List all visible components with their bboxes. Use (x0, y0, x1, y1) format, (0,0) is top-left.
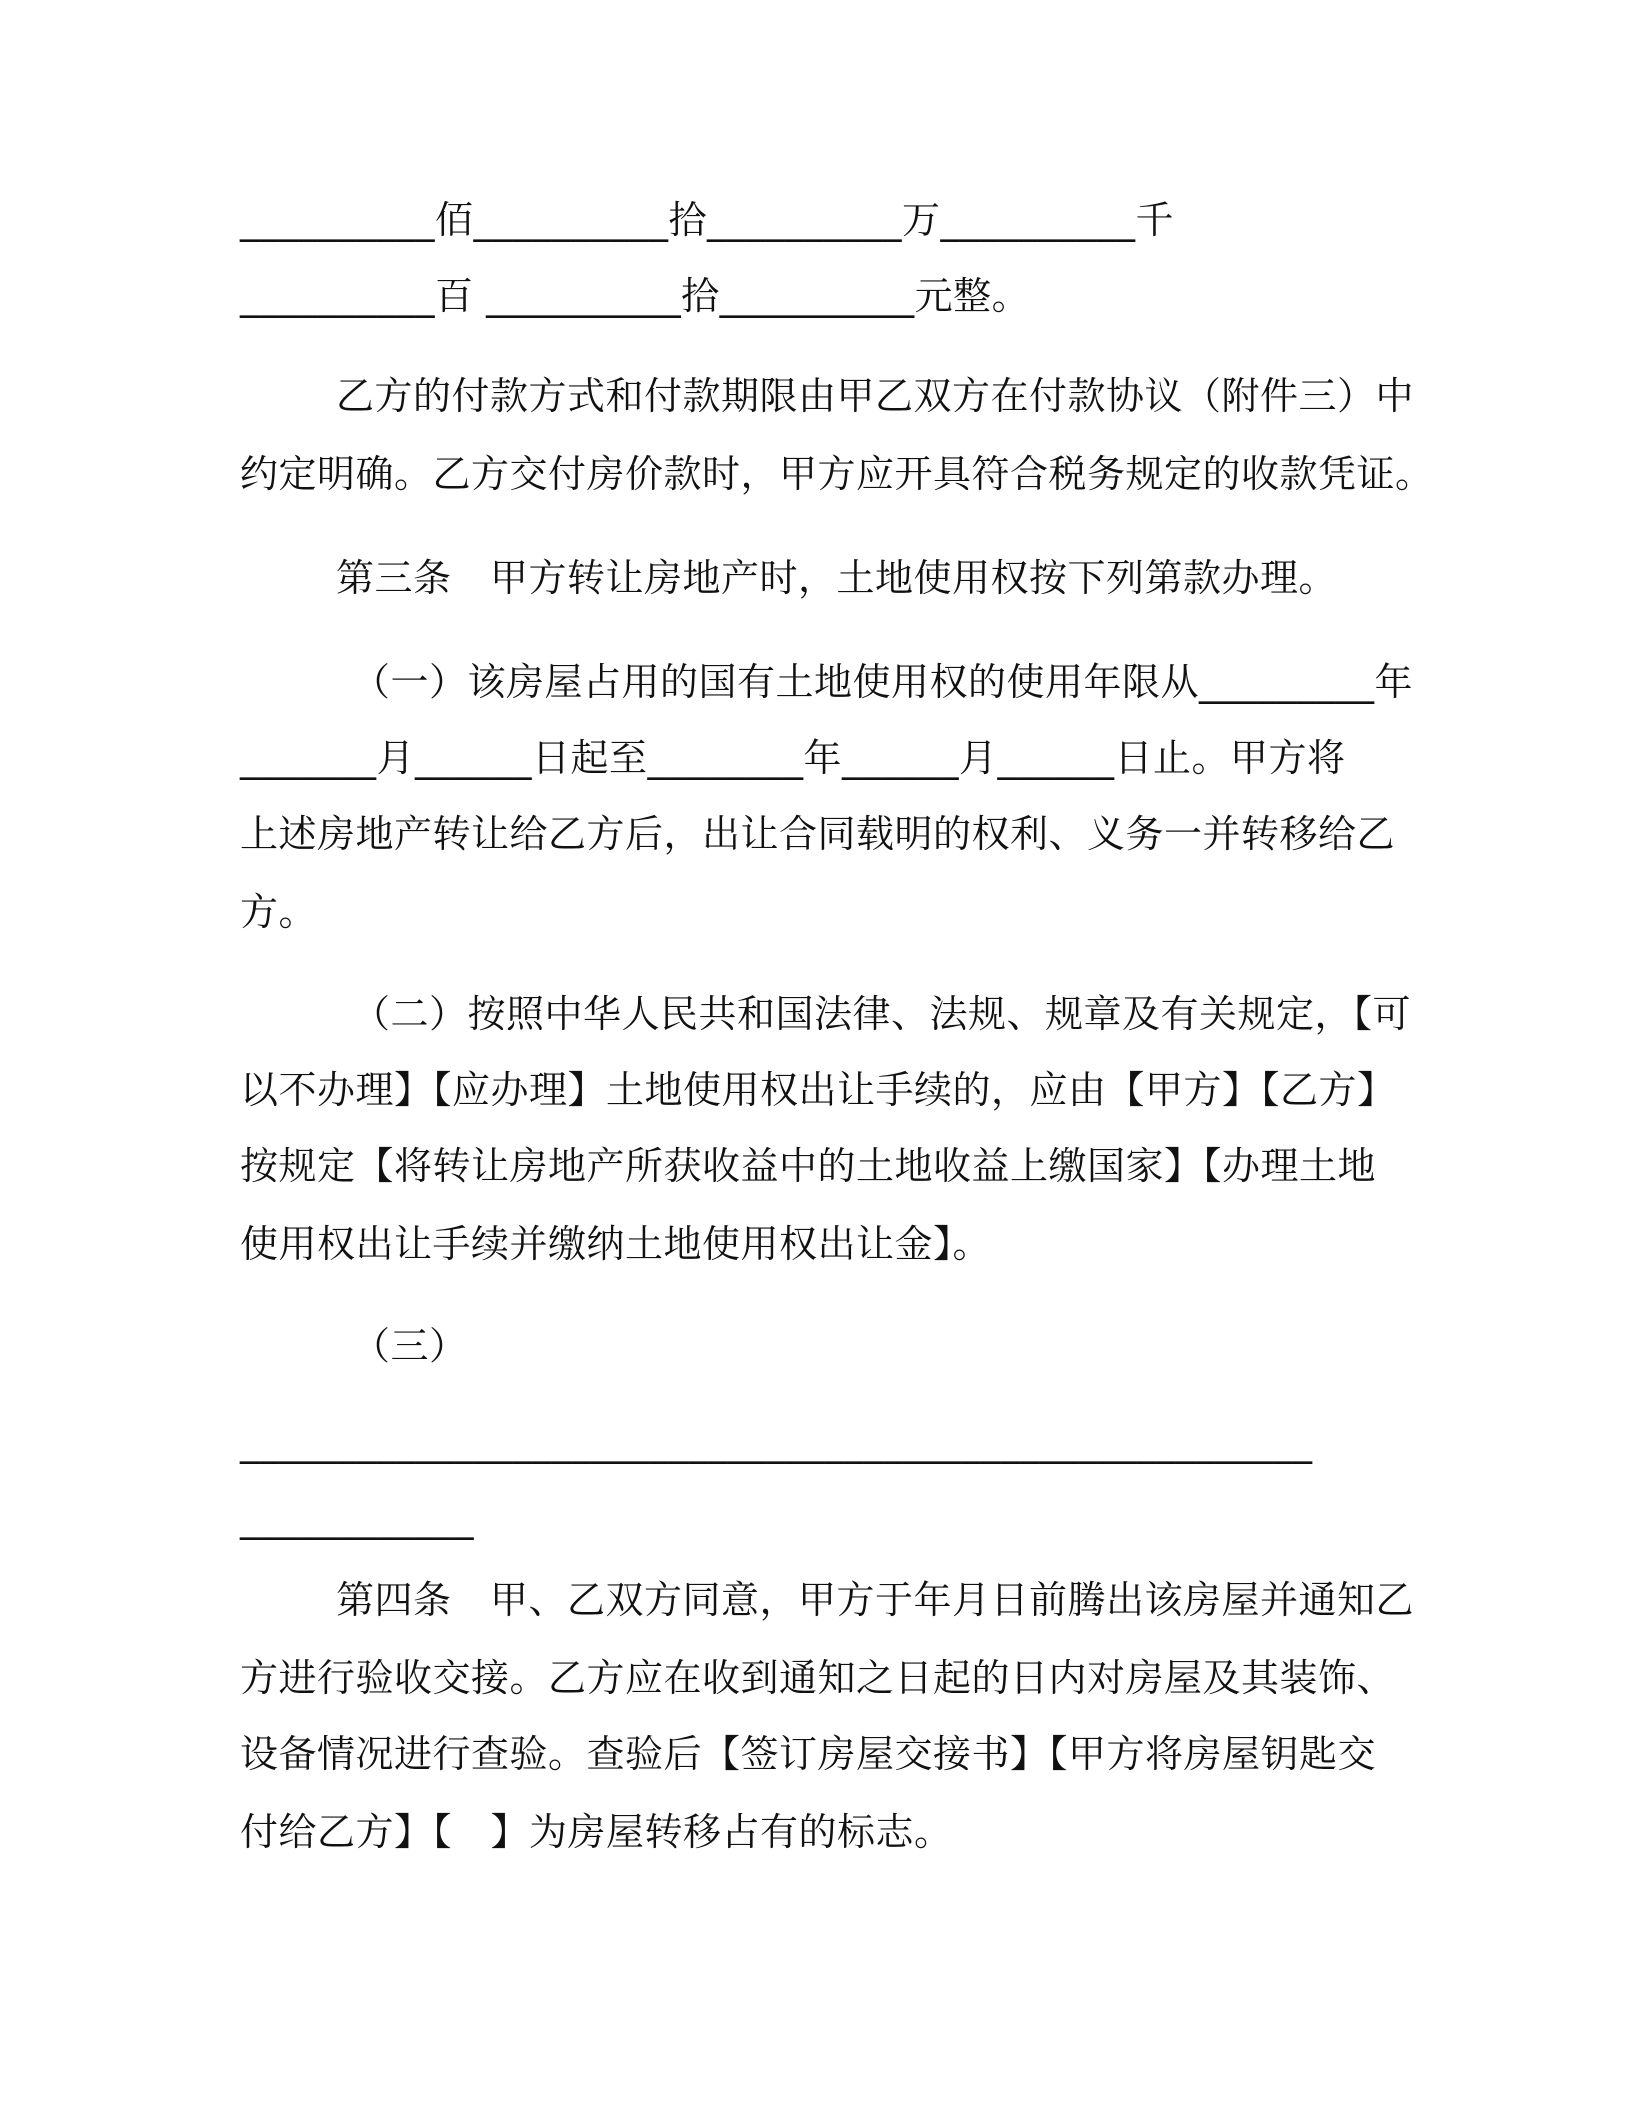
amount-line-1: __________佰__________拾__________万__________千 (240, 198, 1175, 242)
clause-1-line-3: 上述房地产转让给乙方后，出让合同载明的权利、义务一并转移给乙 (240, 812, 1396, 856)
clause-3-heading: （三） (352, 1324, 468, 1368)
clause-2-line-1: （二）按照中华人民共和国法律、法规、规章及有关规定，【可 (352, 992, 1412, 1036)
clause-2-line-3: 按规定【将转让房地产所获收益中的土地收益上缴国家】【办理土地 (240, 1144, 1377, 1188)
article-4-line-2: 方进行验收交接。乙方应在收到通知之日起的日内对房屋及其装饰、 (240, 1656, 1396, 1700)
article-3-heading: 第三条 甲方转让房地产时，土地使用权按下列第款办理。 (336, 556, 1338, 600)
clause-2-line-4: 使用权出让手续并缴纳土地使用权出让金】。 (240, 1222, 992, 1266)
clause-2-line-2: 以不办理】【应办理】土地使用权出让手续的，应由【甲方】【乙方】 (240, 1068, 1396, 1112)
payment-paragraph-line-2: 约定明确。乙方交付房价款时，甲方应开具符合税务规定的收款凭证。 (240, 452, 1434, 496)
clause-1-line-4: 方。 (240, 890, 318, 934)
amount-line-2: __________百 __________拾__________元整。 (240, 274, 1031, 318)
clause-3-blank-line-2: ____________ (240, 1496, 474, 1540)
article-4-line-3: 设备情况进行查验。查验后【签订房屋交接书】【甲方将房屋钥匙交 (240, 1732, 1377, 1776)
payment-paragraph-line-1: 乙方的付款方式和付款期限由甲乙双方在付款协议（附件三）中 (336, 374, 1415, 418)
clause-3-blank-line-1: _______________________________________________________ (240, 1420, 1313, 1464)
clause-1-line-1: （一）该房屋占用的国有土地使用权的使用年限从_________年 (352, 660, 1414, 704)
article-4-line-4: 付给乙方】【 】为房屋转移占有的标志。 (240, 1810, 953, 1854)
article-4-line-1: 第四条 甲、乙双方同意，甲方于年月日前腾出该房屋并通知乙 (336, 1578, 1415, 1622)
clause-1-line-2: _______月______日起至________年______月______日止。甲方将 (240, 736, 1346, 780)
